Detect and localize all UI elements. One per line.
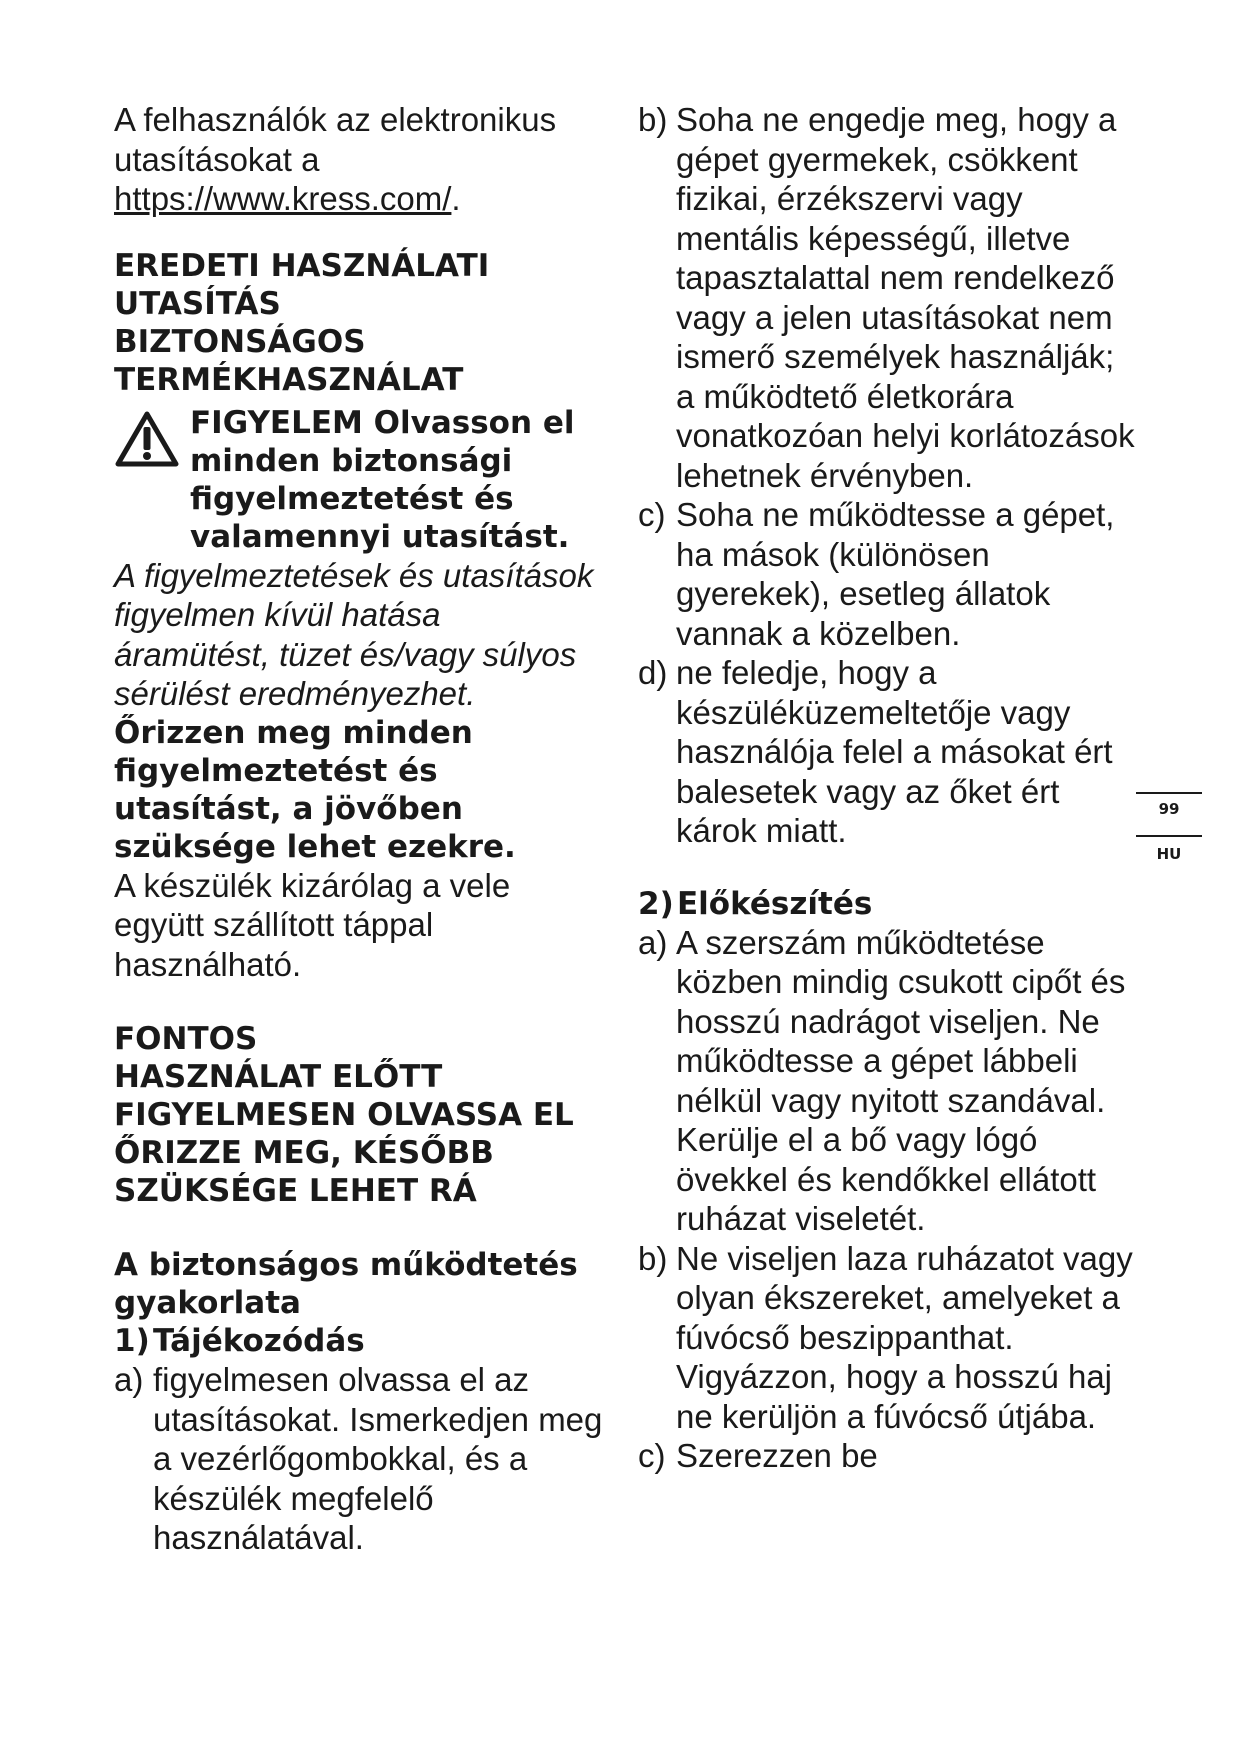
warning-read-all: FIGYELEM Olvasson el minden biztonsági figyelmeztetést és valamennyi utasítást. — [190, 404, 575, 555]
intro-text: A felhasználók az elektronikus utasításokat a — [114, 101, 557, 178]
left-column — [114, 100, 604, 1558]
warning-keep-instructions: Őrizzen meg minden figyelmeztetést és utasítást, a jövőben szüksége lehet ezekre. — [114, 714, 516, 865]
section-1-title: Tájékozódás — [153, 1323, 365, 1359]
power-supply-note: A készülék kizárólag a vele együtt szállított táppal használható. — [114, 866, 511, 983]
section-1-number: 1) — [114, 1323, 150, 1359]
heading-keep-for-later: ŐRIZZE MEG, KÉSŐBB SZÜKSÉGE LEHET RÁ — [114, 1135, 494, 1209]
intro-end: . — [451, 180, 461, 217]
list-item — [638, 1239, 1138, 1437]
warning-consequences: A figyelmeztetések és utasítások figyelmen kívül hatása áramütést, tüzet és/vagy súlyos sérülést eredményezhet. — [114, 556, 594, 712]
warning-block — [114, 404, 604, 556]
heading-read-before-use: HASZNÁLAT ELŐTT FIGYELMESEN OLVASSA EL — [114, 1059, 574, 1133]
heading-safe-use: BIZTONSÁGOS TERMÉKHASZNÁLAT — [114, 323, 464, 398]
list-item — [638, 495, 1138, 653]
list-text: figyelmesen olvassa el az utasításokat. Ismerkedjen meg a vezérlőgombokkal, és a készülék megfelelő használatával. — [153, 1361, 603, 1556]
list-text: Ne viseljen laza ruházatot vagy olyan ékszereket, amelyeket a fúvócső beszippanthat. Vigyázzon, hogy a hosszú haj ne kerüljön a fúvócső útjába. — [676, 1239, 1133, 1435]
list-marker: b) — [638, 101, 668, 138]
page-number-rule-bottom — [1136, 835, 1202, 837]
list-item — [638, 923, 1138, 1239]
list-item — [638, 653, 1138, 851]
section-2-heading — [638, 885, 1138, 923]
right-column — [638, 100, 1138, 1476]
list-marker: b) — [638, 1239, 668, 1277]
list-text: A szerszám működtetése közben mindig csukott cipőt és hosszú nadrágot viseljen. Ne működtesse a gépet lábbeli nélkül vagy nyitott szandával. Kerülje el a bő vagy lógó övekkel és kendőkkel ellátott ruházat viseletét. — [676, 923, 1126, 1237]
list-item — [638, 100, 1138, 495]
heading-important: FONTOS — [114, 1021, 258, 1057]
page-number-rule-top — [1136, 792, 1202, 794]
language-code: HU — [1156, 845, 1182, 863]
kress-website-link[interactable]: https://www.kress.com/ — [114, 180, 452, 217]
section-2-title: Előkészítés — [677, 885, 873, 922]
list-text: ne feledje, hogy a készüléküzemeltetője vagy használója felel a másokat ért balesetek vagy az őket ért károk miatt. — [676, 654, 1113, 849]
list-text: Szerezzen be — [676, 1437, 878, 1474]
section-1-heading — [114, 1322, 604, 1360]
list-marker: c) — [638, 496, 666, 533]
list-marker: c) — [638, 1437, 666, 1474]
page-number: 99 — [1158, 800, 1180, 818]
list-item — [114, 1360, 604, 1558]
section-2-number: 2) — [638, 885, 674, 922]
list-item — [638, 1436, 1138, 1476]
warning-triangle-icon — [114, 410, 180, 468]
list-marker: a) — [638, 923, 668, 961]
list-marker: d) — [638, 654, 668, 691]
intro-paragraph — [114, 100, 604, 219]
list-text: Soha ne engedje meg, hogy a gépet gyermekek, csökkent fizikai, érzékszervi vagy mentális képességű, illetve tapasztalattal nem rendelkező vagy a jelen utasításokat nem ismerő személyek használják; a működtető életkorára vonatkozóan helyi korlátozások lehetnek érvényben. — [676, 101, 1135, 494]
heading-safe-operation-practice: A biztonságos működtetés gyakorlata — [114, 1247, 578, 1321]
list-marker: a) — [114, 1361, 144, 1398]
heading-original-instructions: EREDETI HASZNÁLATI UTASÍTÁS — [114, 247, 490, 322]
list-text: Soha ne működtesse a gépet, ha mások (különösen gyerekek), esetleg állatok vannak a közelben. — [676, 496, 1115, 652]
